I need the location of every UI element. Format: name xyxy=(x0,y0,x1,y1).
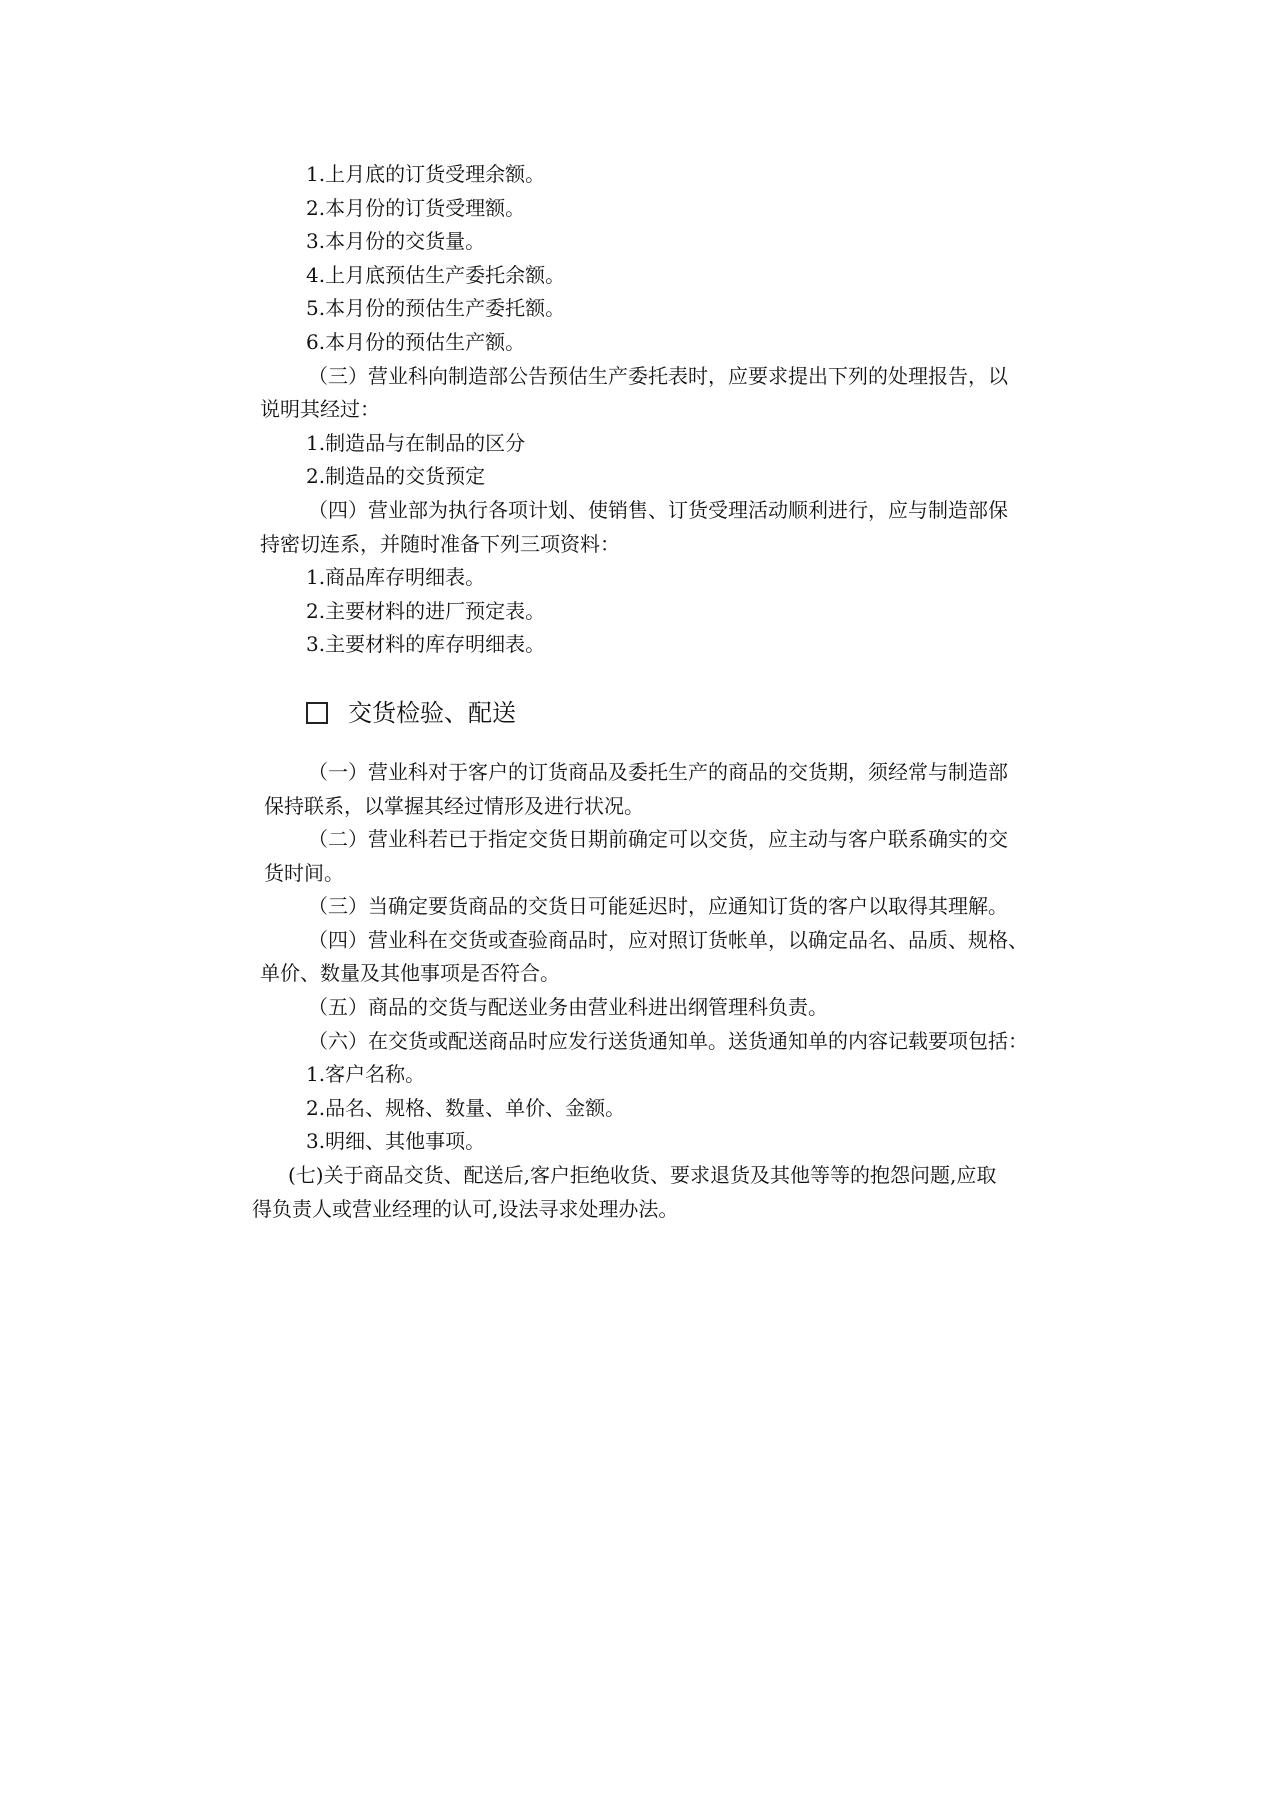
section-heading-text: 交货检验、配送 xyxy=(348,698,516,727)
delivery-paragraph-7-line-2: 得负责人或营业经理的认可,设法寻求处理办法。 xyxy=(252,1196,679,1221)
delivery-paragraph-4-line-2: 单价、数量及其他事项是否符合。 xyxy=(260,961,560,986)
list-item: 1.制造品与在制品的区分 xyxy=(306,430,526,455)
list-item: 3.本月份的交货量。 xyxy=(306,229,486,254)
paragraph-four-line-2: 持密切连系，并随时准备下列三项资料： xyxy=(260,531,620,556)
delivery-paragraph-3: （三）当确定要货商品的交货日可能延迟时，应通知订货的客户以取得其理解。 xyxy=(308,894,1008,919)
list-item: 5.本月份的预估生产委托额。 xyxy=(306,296,566,321)
list-item: 2.主要材料的进厂预定表。 xyxy=(306,598,546,623)
list-item: 6.本月份的预估生产额。 xyxy=(306,329,526,354)
list-item: 3.明细、其他事项。 xyxy=(306,1129,486,1154)
delivery-paragraph-1-line-1: （一）营业科对于客户的订货商品及委托生产的商品的交货期，须经常与制造部 xyxy=(308,759,1008,784)
list-item: 2.本月份的订货受理额。 xyxy=(306,195,526,220)
delivery-paragraph-6: （六）在交货或配送商品时应发行送货通知单。送货通知单的内容记载要项包括： xyxy=(308,1028,1028,1053)
paragraph-three-line-2: 说明其经过： xyxy=(260,397,380,422)
checkbox-icon xyxy=(306,702,328,724)
list-item: 1.上月底的订货受理余额。 xyxy=(306,162,546,186)
delivery-paragraph-7-line-1: (七)关于商品交货、配送后,客户拒绝收货、要求退货及其他等等的抱怨问题,应取 xyxy=(288,1163,997,1188)
paragraph-four-line-1: （四）营业部为执行各项计划、使销售、订货受理活动顺利进行，应与制造部保 xyxy=(308,497,1008,522)
paragraph-three-line-1: （三）营业科向制造部公告预估生产委托表时，应要求提出下列的处理报告，以 xyxy=(308,363,1008,388)
delivery-paragraph-1-line-2: 保持联系，以掌握其经过情形及进行状况。 xyxy=(264,793,644,818)
list-item: 1.商品库存明细表。 xyxy=(306,565,486,590)
delivery-paragraph-2-line-2: 货时间。 xyxy=(264,860,344,885)
list-item: 1.客户名称。 xyxy=(306,1062,426,1087)
list-item: 3.主要材料的库存明细表。 xyxy=(306,632,546,657)
list-item: 4.上月底预估生产委托余额。 xyxy=(306,262,566,287)
delivery-paragraph-2-line-1: （二）营业科若已于指定交货日期前确定可以交货，应主动与客户联系确实的交 xyxy=(308,827,1008,852)
delivery-paragraph-5: （五）商品的交货与配送业务由营业科进出纲管理科负责。 xyxy=(308,995,828,1020)
list-item: 2.制造品的交货预定 xyxy=(306,464,486,489)
section-heading xyxy=(0,696,1280,730)
list-item: 2.品名、规格、数量、单价、金额。 xyxy=(306,1095,626,1120)
document-content xyxy=(0,158,1280,1226)
delivery-paragraph-4-line-1: （四）营业科在交货或查验商品时，应对照订货帐单，以确定品名、品质、规格、 xyxy=(308,927,1028,952)
